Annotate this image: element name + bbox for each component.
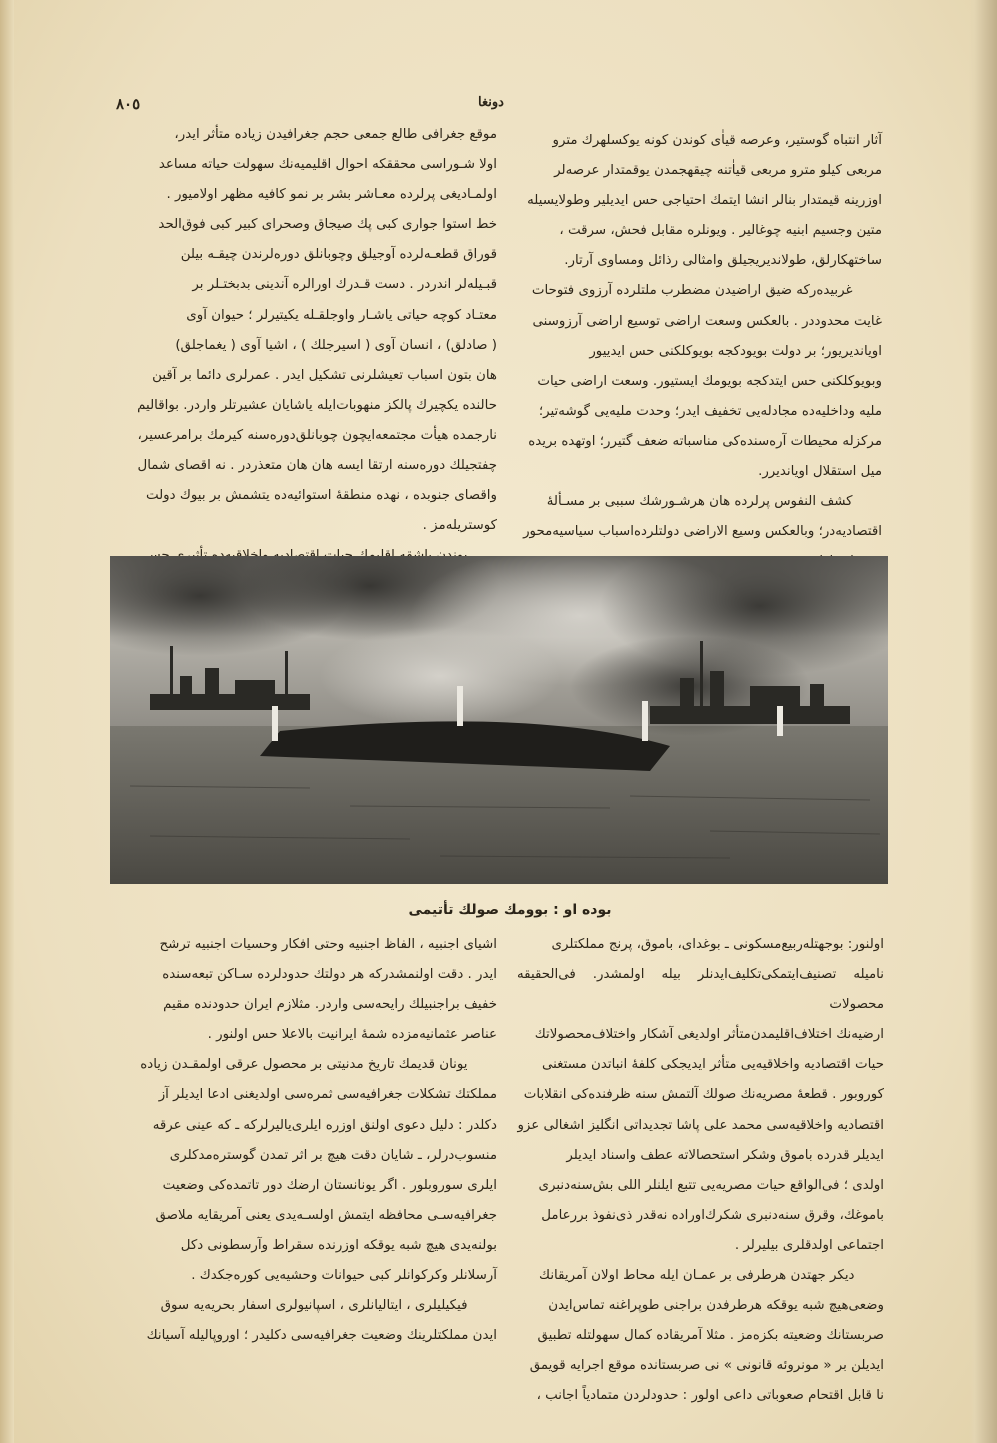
text-line: ساختهکارلق، طولاندیریجیلق وامثالی رذائل ومساوی آرتار. [564,253,882,269]
text-line: عناصر عثمانیه‌مزده شمهٔ ایرانیت بالاعلا حس اولنور . [207,1027,497,1043]
top-left-column [117,120,497,571]
text-line: ایدیلر قدرده باموق وشکر استحصالاته عطف واسناد ایدیلر [566,1147,884,1163]
text-line: حیات اقتصادیه واخلاقیه‌یی متأثر ایدیجکی کلفهٔ انباتدن مستغنی [541,1057,884,1073]
text-line: اقتصادیه‌در؛ وبالعکس وسیع الاراضی دولتلرده‌اسباب سیاسیه‌محور [523,524,882,540]
text-line: اولنور: بوجهتله‌ربیع‌مسکونی ـ بوغدای، باموق، پرنج مملکتلری [551,937,884,952]
running-title: دونغا [478,95,504,110]
text-line: کشف النفوس پرلرده هان هرشـورشك سببی بر مسـأله‌ٔ [546,494,853,510]
naval-battle-illustration [110,556,888,884]
smoke-cloud [320,626,560,726]
text-line: غربیده‌رکه ضیق اراضیدن مضطرب ملتلرده آرزوی فتوحات [531,283,853,299]
text-line: ایدن مملکتلرینك وضعیت جغرافیه‌سی دکلیدر ؛ اوروپالیله آسیانك [146,1328,497,1344]
page-number: ٨٠٥ [116,95,141,113]
top-right-column [517,126,882,577]
text-line: ایدیلن بر « مونروئه قانونی » نی صربستانده موقع اجرایه قویمق [529,1358,884,1374]
text-line: واقصای جنوبده ، نهده منطقهٔ استوائیه‌ده یتشمش بر بیوك دولت [145,488,497,504]
text-line: اولمـادیغی پرلرده معـاشر بشر بر نمو کافیه مظهر اولامیور . [166,187,497,203]
text-line: یونان قدیمك تاریخ مدنیتی بر محصول عرقی اولمقـدن زیاده [140,1057,468,1073]
text-line: اولا شـوراسی محققکه احوال اقلیمیه‌نك سهولت حیاته مساعد [158,157,497,173]
text-line: چفتجیلك دوره‌سنه ارتقا ایسه هان هان متعذردر . نه اقصای شمال [137,458,497,474]
text-line: میل استقلال اویاندیرر. [758,464,882,480]
text-line: آرسلانلر وکرکوانلر کبی حیوانات وحشیه‌یی کوره‌جکدك . [191,1268,497,1284]
text-line: نارجمده هیأت مجتمعه‌ایچون چوبانلق‌دوره‌سنه کیرمك برامرعسیر، [137,427,497,443]
text-line: صربستانك وضعیته بکزه‌مز . مثلا آمریقاده کمال سهولتله تطبیق [537,1328,884,1344]
text-line: بولنه‌یدی هیچ شبه یوقکه اوزرنده سقراط وآرسطونی دکل [180,1237,497,1253]
text-line: ارضیه‌نك اختلاف‌اقلیمدن‌متأثر اولدیغی آشکار واختلاف‌محصولاتك [534,1027,884,1043]
text-line: هان بتون اسباب تعیشلرنی تشکیل ایدر . عمرلری دائما بر آقین [152,367,497,383]
text-line: نا قابل اقتحام صعوباتی داعی اولور : حدودلردن متمادیاً اجانب ، [536,1388,884,1404]
text-line: خط استوا جواری کبی پك صیجاق وصحرای کبیر کبی فوق‌الحد [158,217,497,233]
bottom-left-column [114,930,497,1351]
text-line: فیکیلیلری ، ایتالیانلری ، اسپانیولری اسفار بحریه‌یه سوق [160,1298,468,1314]
text-line: اجتماعی اولدقلری بیلیرلر . [734,1237,884,1253]
text-line: دکلدر : دلیل دعوی اولنق اوزره ایلری‌یالیرلرکه ـ که عینی عرقه [152,1117,497,1133]
text-line: اویاندیریور؛ بر دولت بویودکجه بویوکلکنی حس ایدییور [589,343,882,359]
text-line: منسوب‌درلر، ـ شایان دقت هیچ بر اثر تمدن گوستره‌مدکلری [169,1147,497,1163]
text-line: ملیه وداخلیه‌ده مجادله‌یی تخفیف ایدر؛ وحدت ملیه‌یی گوشه‌تیر؛ [538,403,882,419]
text-line: متین وجسیم ابنیه چوغالیر . ویونلره مقابل فحش، سرقت ، [559,223,882,239]
text-line: اشیای اجنبیه ، الفاظ اجنبیه وحتی افکار وحسیات اجنبیه ترشح [159,937,497,952]
text-line: وضعی‌هیچ شبه یوقکه هرطرفدن براجنی طوپراغنه تماس‌ایدن [548,1298,884,1314]
text-line: غایت محدوددر . بالعکس وسعت اراضی توسیع اراضی آرزوسنی [532,313,882,329]
text-line: مرکزله محیطات آره‌سنده‌کی مناسباته ضعف گتیرر؛ اوتهده بریده [528,433,882,449]
text-line: معتـاد کوچه حیاتی یاشـار واوجلقـله یکیتیرلر ؛ حیوان آوی [186,307,497,323]
bottom-right-column [517,930,884,1412]
text-line: دیکر جهتدن هرطرفی بر عمـان ایله محاط اولان آمریقانك [539,1268,855,1284]
text-line: مربعی کیلو مترو مربعی قیاٰتنه چیقهجمدن یوقمتدار عرصه‌لر [554,163,882,179]
text-line: ایدر . دقت اولنمشدرکه هر دولتك حدودلرده سـاکن تبعه‌سنده [162,967,497,983]
text-line: خفیف براجنبیلك رایحه‌سی واردر. مثلازم ایران حدودنده مقیم [163,997,497,1013]
text-line: باموغك، وقرق سنه‌دنبری شکرك‌اوراده نه‌قدر ذی‌نفوذ بررعامل [541,1207,884,1223]
text-line: قبـیله‌لر اندردر . دست قـدرك اورالره آندینی بدبختـلر بر [192,277,497,293]
page-right-edge [969,0,997,1443]
text-line: اولدی ؛ فی‌الواقع حیات مصریه‌یی تتبع ایلنلر اللی بش‌سنه‌دنبری [538,1177,884,1193]
text-line: نامیله تصنیف‌ایتمکی‌تکلیف‌ایدنلر بیله اولمشدر. فی‌الحقیقه محصولات [517,967,884,1013]
text-line: ( صادلق) ، انسان آوی ( اسیرجلك ) ، اشیا آوی ( یغماجلق) [175,337,497,353]
figure-caption: بوده او : بوومك صولك تأتیمی [408,902,612,918]
text-line: وبویوکلکنی حس ایتدکجه بویومك ایستیور. وسعت اراضی حیات [537,373,882,389]
text-line: کوستریله‌مز . [422,518,497,534]
text-line: ایلری سوروبلور . اگر یونانستان ارضك دور تاتمده‌کی وضعیت [162,1177,497,1193]
text-line: قوراق قطعـه‌لرده آوجیلق وچوبانلق دوره‌لرندن چیقـه بیلن [180,247,497,263]
text-line: کوروبور . قطعهٔ مصریه‌نك صولك آلتمش سنه ظرفنده‌کی انقلابات [523,1087,884,1103]
text-line: اوزرینه قیمتدار بنالر انشا ایتمك احتیاجی حس ایدیلیر وطولایسیله [527,193,882,209]
battle-scene-image [110,556,888,884]
text-line: مملکتك تشکلات جغرافیه‌سی ثمره‌سی اولدیغنی ادعا ایدیلر آز [158,1087,497,1103]
text-line: حالنده یکچیرك پالکز منهوبات‌ایله یاشایان عشیرتلر واردر. بواقالیم [137,397,497,413]
text-line: آثار انتباه گوستیر، وعرصه قیاٰی کوندن کونه یوکسلهرك مترو [552,133,882,148]
text-line: اقتصادیه واخلاقیه‌سی محمد علی پاشا تجدیداتی انگلیز اشغالی عزو [517,1117,884,1133]
page-left-edge [0,0,14,1443]
text-line: موقع جغرافی طالع جمعی حجم جغرافیدن زیاده متأثر ایدر، [174,127,497,142]
text-line: جغرافیه‌سـی محافظه ایتمش اولسـه‌یدی یعنی آمریقایه ملاصق [155,1207,497,1223]
